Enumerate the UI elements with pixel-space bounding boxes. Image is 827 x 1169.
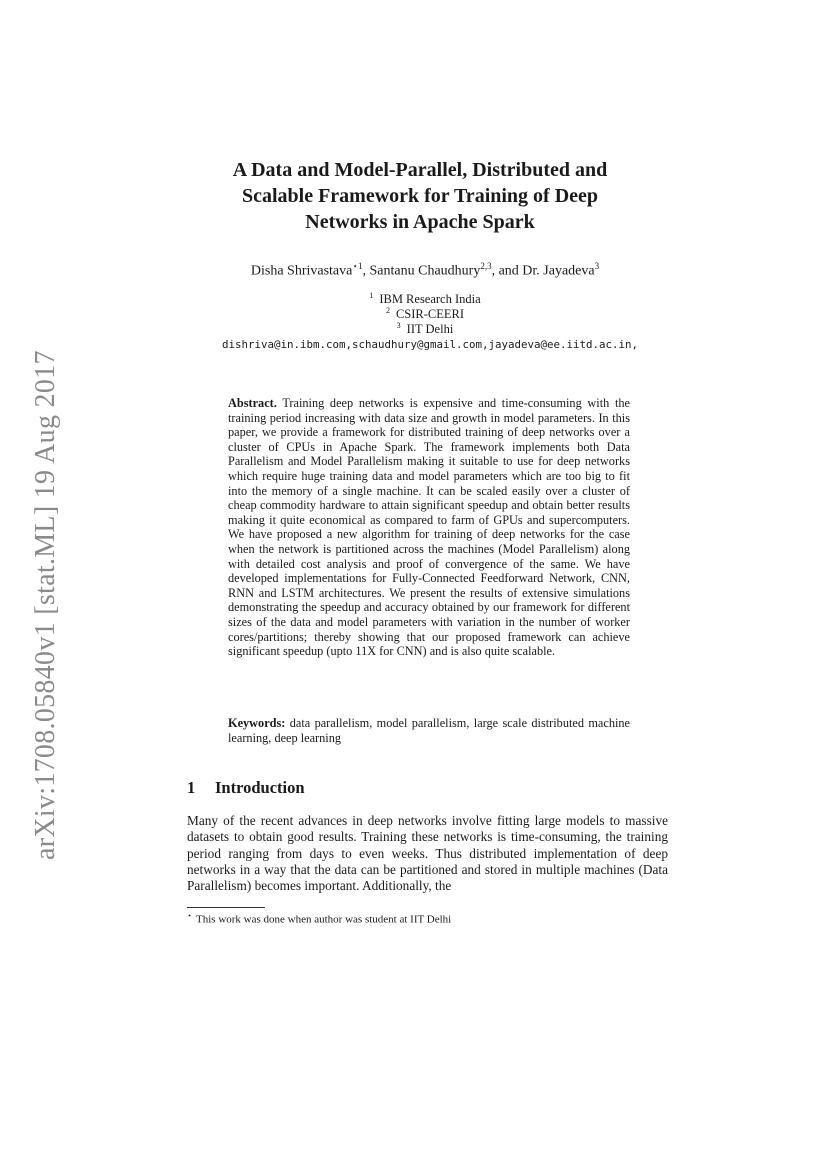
affiliation: [200, 306, 650, 322]
paper-title: [160, 157, 680, 235]
affiliation: [200, 321, 650, 337]
footnote-divider: [187, 907, 265, 908]
author-marks: 2,3: [480, 261, 492, 271]
footnote-mark: ⋆: [187, 911, 193, 920]
author-separator: , and: [491, 263, 523, 279]
footnote-text: This work was done when author was student at IIT Delhi: [196, 913, 452, 926]
section-heading: [187, 778, 305, 798]
title-line: Networks in Apache Spark: [305, 211, 535, 233]
section-number: 1: [187, 778, 196, 797]
author-emails: dishriva@in.ibm.com,schaudhury@gmail.com,jayadeva@ee.iitd.ac.in,: [221, 338, 639, 351]
title-line: Scalable Framework for Training of Deep: [241, 185, 599, 207]
keywords: [228, 716, 630, 745]
author-marks: 3: [594, 261, 600, 271]
affiliation: [200, 291, 650, 307]
affiliation-mark: 3: [396, 321, 401, 330]
affiliation-name: CSIR-CEERI: [395, 307, 465, 322]
arxiv-identifier: arXiv:1708.05840v1 [stat.ML] 19 Aug 2017: [30, 350, 61, 860]
section-title: Introduction: [215, 778, 305, 797]
affiliation-name: IIT Delhi: [406, 322, 454, 337]
affiliation-mark: 1: [369, 291, 374, 300]
keywords-label: Keywords:: [228, 716, 286, 730]
footnote: [187, 911, 451, 926]
author-name: Dr. Jayadeva: [522, 263, 595, 279]
author-name: Santanu Chaudhury: [369, 263, 481, 279]
author-name: Disha Shrivastava: [250, 263, 353, 279]
affiliation-name: IBM Research India: [379, 292, 481, 307]
keywords-text: data parallelism, model parallelism, large scale distributed machine learning, deep learning: [228, 716, 630, 745]
abstract-label: Abstract.: [228, 396, 277, 410]
affiliation-mark: 2: [385, 306, 390, 315]
intro-paragraph: Many of the recent advances in deep networks involve fitting large models to massive datasets to obtain good results. Training these networks is time-consuming, the training period ranging from days to even weeks. Thus distributed implementation of deep networks in a way that the data can be partitioned and stored in multiple machines (Data Parallelism) becomes important. Additionally, the: [187, 813, 668, 894]
author-separator: ,: [362, 263, 370, 279]
author-marks: ⋆1: [352, 261, 363, 271]
abstract: [228, 396, 630, 659]
author-list: [160, 261, 690, 280]
abstract-text: Training deep networks is expensive and time-consuming with the training period increasing with data size and growth in model parameters. In this paper, we provide a framework for distributed training of deep networks over a cluster of CPUs in Apache Spark. The framework implements both Data Parallelism and Model Parallelism making it suitable to use for deep networks which require huge training data and model parameters which are too big to fit into the memory of a single machine. It can be scaled easily over a cluster of cheap commodity hardware to attain significant speedup and obtain better results making it quite economical as compared to farm of GPUs and supercomputers. We have proposed a new algorithm for training of deep networks for the case when the network is partitioned across the machines (Model Parallelism) along with detailed cost analysis and proof of convergence of the same. We have developed implementations for Fully-Connected Feedforward Network, CNN, RNN and LSTM architectures. We present the results of extensive simulations demonstrating the speedup and accuracy obtained by our framework for different sizes of the data and model parameters with variation in the number of worker cores/partitions; thereby showing that our proposed framework can achieve significant speedup (upto 11X for CNN) and is also quite scalable.: [228, 396, 630, 659]
title-line: A Data and Model-Parallel, Distributed and: [232, 159, 608, 181]
